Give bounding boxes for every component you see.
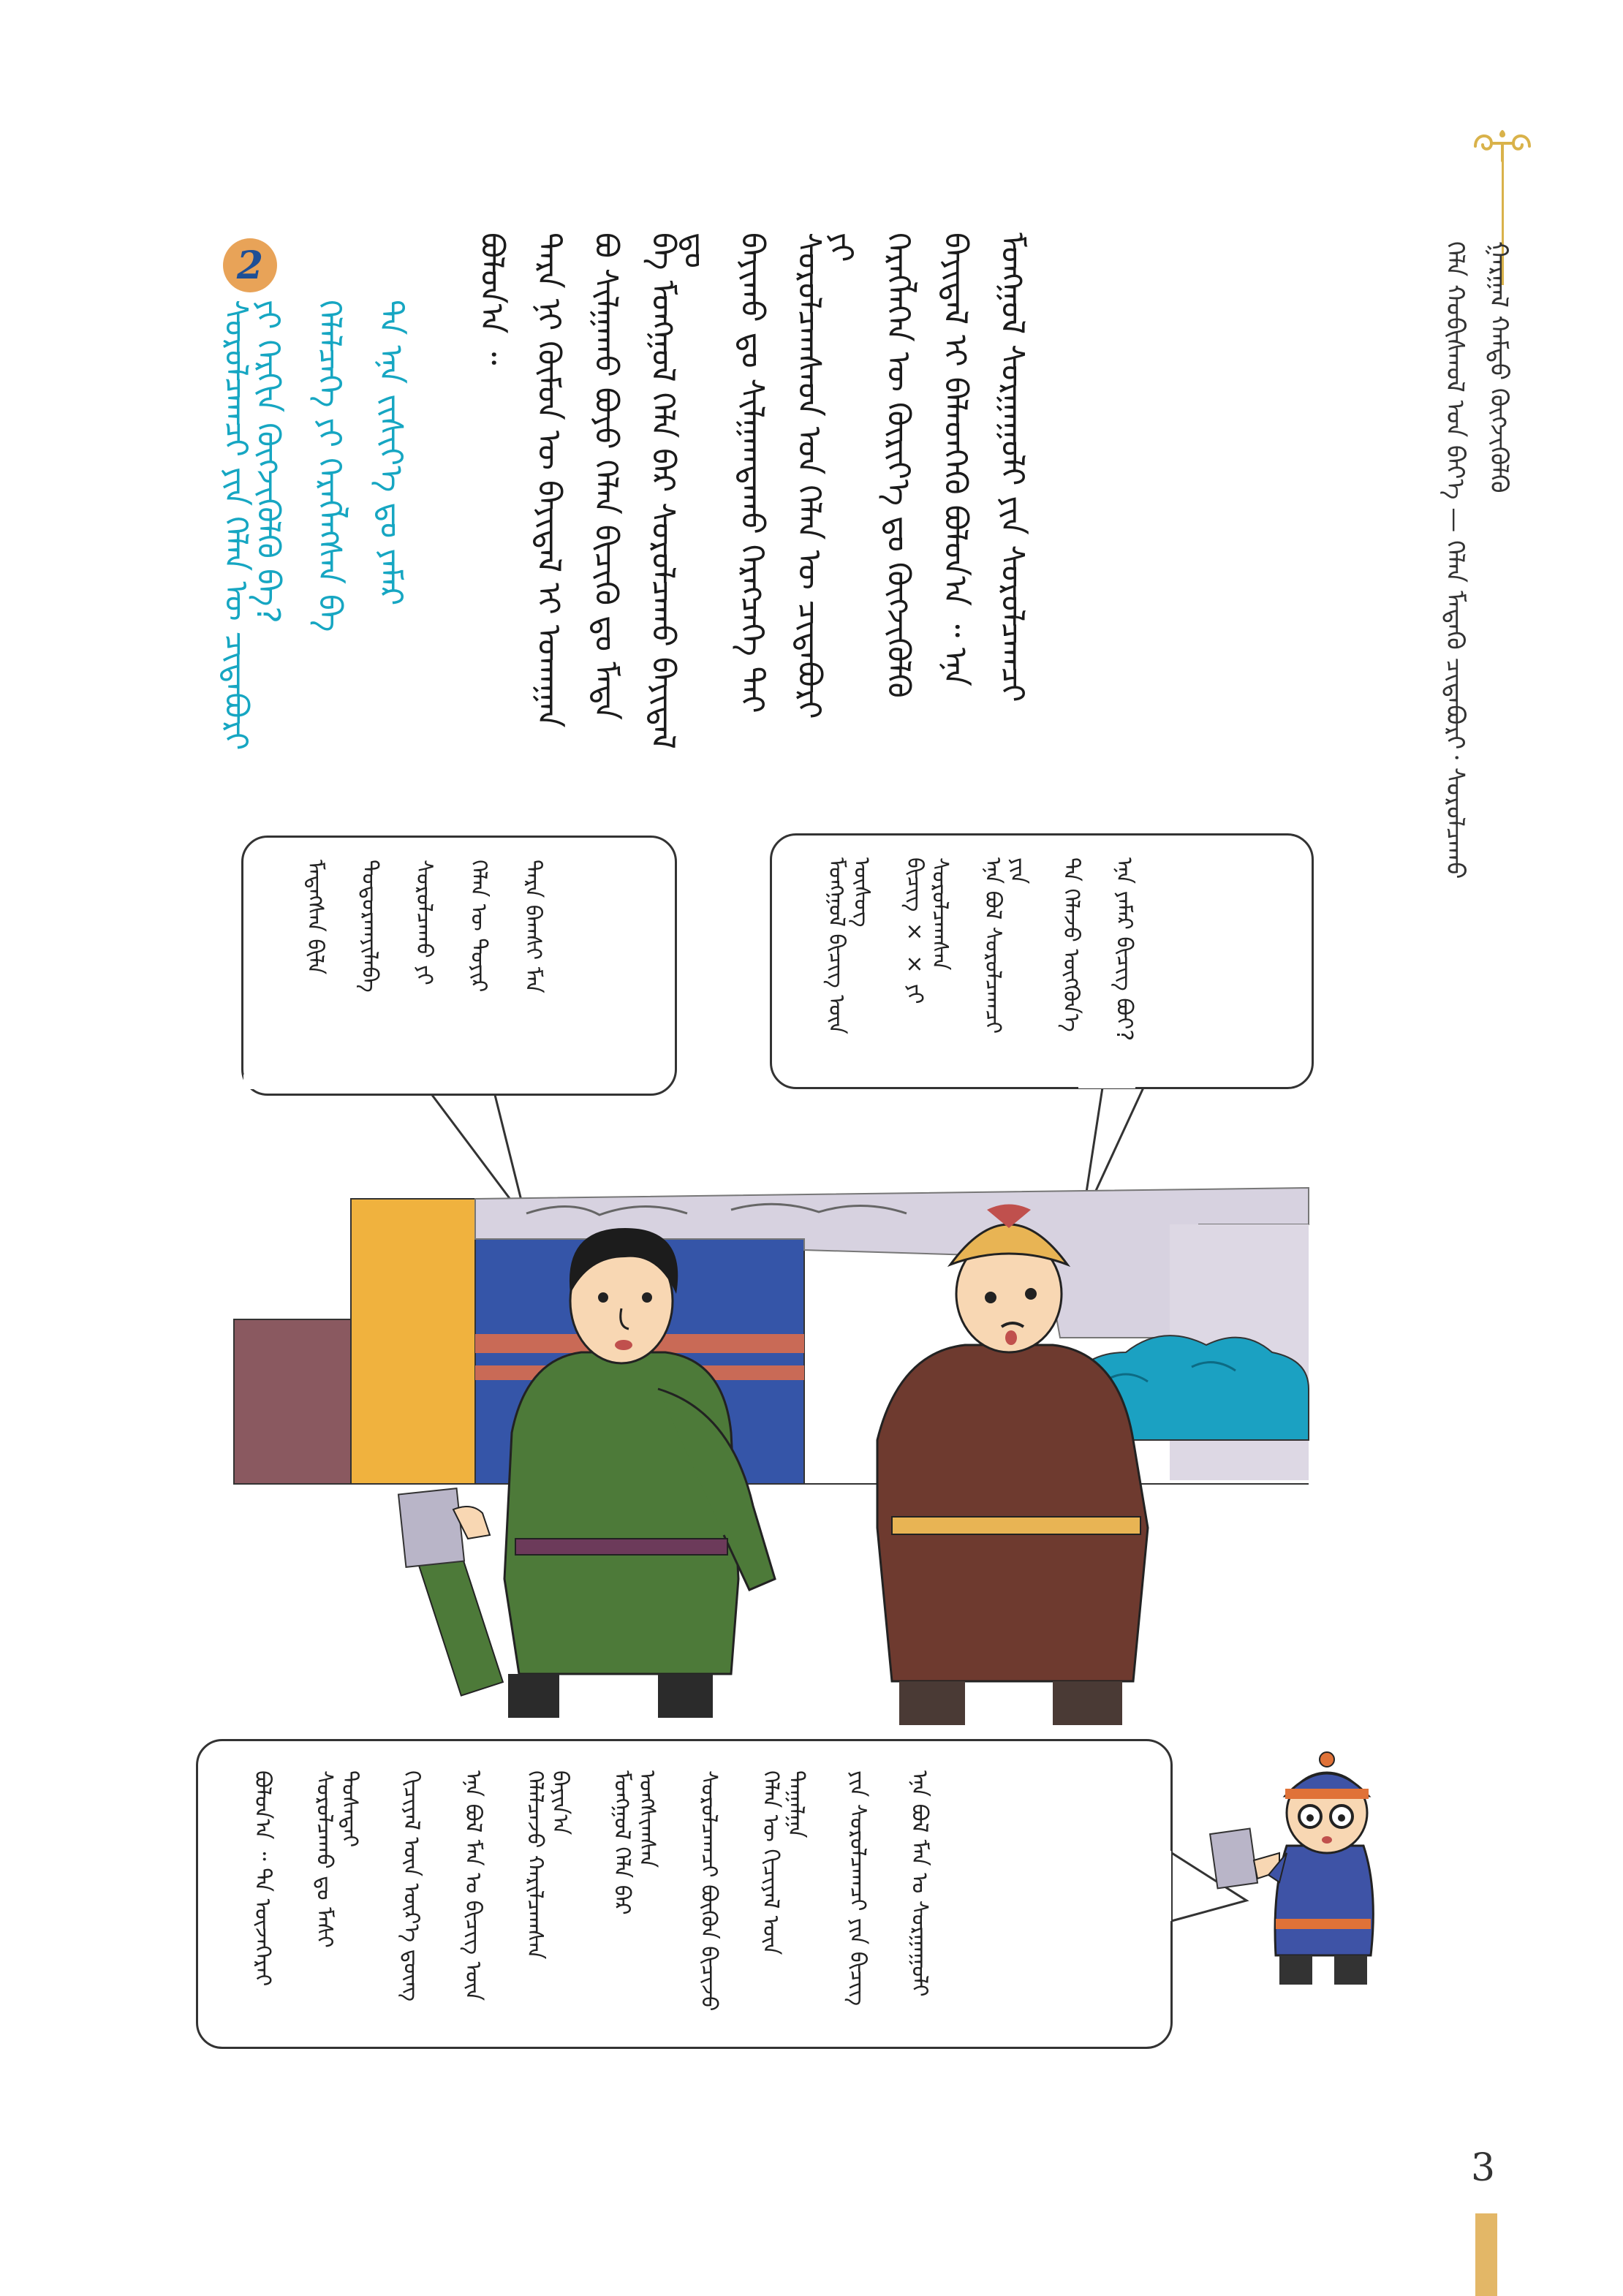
body-column: ᠪᠠᠶᠢᠳᠠᠯ ᠢ ᠪᠡᠯᠡᠳᠬᠡᠬᠦ ᠪᠣᠯᠤᠨ᠎ᠠ ᠃ ᠡᠨᠡ [937,232,974,686]
body-column: ᠮᠣᠩᠭᠣᠯ ᠰᠤᠷᠭᠠᠭᠤᠯᠢ ᠶᠢᠨ ᠰᠤᠷᠤᠯᠴᠠᠭᠴᠢ [994,232,1031,702]
bubble-line: ᠰᠤᠷᠤᠯᠴᠠᠬᠤ ᠶᠢ [411,860,437,985]
bubble-line: ᠰᠤᠷᠤᠯᠴᠠᠬᠤ ᠳᠤ ᠮᠠᠰᠢ ᠲᠤᠰᠠᠲᠠᠢ [311,1770,363,1948]
speech-bubble-right [770,833,1314,1089]
body-column: ᠪᠣᠯᠤᠨ᠎ᠠ ᠃ [473,232,510,365]
bubble-line: ᠮᠡᠳᠡᠭᠰᠡᠨ ᠪᠢᠯᠡ [302,860,328,975]
page-side-tab [1475,2213,1497,2296]
page-number: 3 [1471,2146,1496,2190]
illustration-scene [219,1170,1331,1740]
bubble-line: ᠪᠣᠯᠤᠨ᠎ᠠ ᠃ ᠲᠠ ᠦᠵᠡᠭᠡᠷᠡᠢ [249,1770,276,1987]
question-column: ᠲᠠ ᠡᠨᠡ ᠵᠢᠱᠢᠶ᠎ᠡ ᠳᠤ ᠶᠠᠮᠠᠷ [372,300,409,606]
bubble-line: ᠡᠨᠡ ᠪᠣᠯ ᠰᠤᠷᠤᠯᠴᠠᠭᠴᠢ ᠶᠢᠨ [980,857,1031,1034]
body-column: ᠬᠡᠷᠡᠭᠯᠡᠭᠡᠨ ᠦ ᠬᠦᠷᠢᠶ᠎ᠡ ᠳᠤ ᠬᠥᠭᠵᠢᠭᠦᠯᠬᠦ [879,232,917,698]
speech-bubble-left [241,836,677,1096]
bubble-line: ᠬᠡᠯᠡᠨ ᠦ ᠲᠤᠶᠢᠷ [466,860,491,993]
body-column: ᠪᠡ ᠮᠣᠩᠭᠣᠯ ᠬᠡᠯᠡ ᠪᠡᠷ ᠰᠤᠷᠤᠯᠴᠠᠬᠤ ᠪᠠᠶᠢᠳᠠᠯ ᠳᠤ [644,232,714,749]
bubble-line: ᠶᠢᠨ ᠰᠤᠷᠤᠯᠴᠠᠭᠴᠢ ᠶᠢᠨ ᠪᠢᠴᠢᠭ [844,1770,871,2006]
boy-character [1199,1743,1418,2007]
body-column: ᠪᠠᠶᠢᠬᠤ ᠳᠤ ᠰᠢᠯᠭᠠᠭᠳᠠᠬᠤ ᠬᠡᠷᠡᠭᠴᠡᠭᠡ ᠲᠠᠢ [733,232,771,713]
bubble-line: ᠲᠡᠷᠡ ᠪᠠᠭᠰᠢ ᠮᠠᠨ [520,860,546,993]
body-paragraph [473,232,1031,773]
bubble-line: ᠬᠢᠴᠢᠶᠡᠯ ᠦᠨ ᠦᠷ᠎ᠡ ᠳ᠋ᠦᠩ [398,1770,424,2002]
question-block [219,300,431,768]
bubble-line: ᠰᠤᠷᠤᠯᠴᠠᠭᠴᠢ ᠪᠦᠬᠦᠨ ᠪᠢᠴᠢᠵᠦ [696,1770,722,2012]
bubble-line: ᠮᠣᠩᠭᠣᠯ ᠪᠢᠴᠢᠭ ᠦᠨ ᠦᠰᠦᠭ [823,857,874,1034]
bubble-line: ᠪᠢᠴᠢᠭ × × ᠶᠢ ᠰᠤᠷᠤᠯᠴᠠᠭᠰᠠᠨ [901,857,953,1004]
bubble-line: ᠲᠣᠳᠤᠷᠬᠠᠶᠢᠯᠠᠪᠠ [357,860,382,993]
running-header: ᠬᠡᠯᠡ ᠬᠤᠪᠢᠰᠬᠤᠯ ᠤᠨ ᠪᠡᠶ᠎ᠡ — ᠬᠡᠯᠡᠨ ᠮᠡᠳᠡᠬᠦ ᠴᠢᠳᠠᠪᠤᠷᠢ᠂ ᠰᠤᠷᠤᠯᠴᠠᠬᠤ ᠭᠠᠷᠭᠠᠯ ᠬᠠᠮᠲᠤ ᠬᠥᠭᠵᠢᠭᠦᠯᠬᠦ [1440,241,1513,879]
bubble-line: ᠡᠨᠡ ᠶᠠᠮᠠᠷ ᠪᠢᠴᠢᠭ ᠪᠤᠢ? [1111,857,1137,1042]
question-column: ᠰᠤᠷᠤᠯᠴᠠᠭᠴᠢ ᠶᠢᠨ ᠬᠡᠯᠡᠨ ᠦ ᠴᠢᠳᠠᠪᠤᠷᠢ ᠶᠢ ᠬᠡᠷᠬᠢᠨ ᠬᠥᠭᠵᠢᠭᠦᠯᠬᠦ ᠪᠡ? [217,300,287,751]
question-column: ᠬᠡᠯᠡᠯᠴᠡᠭᠡ ᠶᠢ ᠬᠡᠷᠡᠭᠯᠡᠭᠰᠡᠨ ᠪᠡ [311,300,348,632]
bubble-line: ᠡᠨᠡ ᠪᠣᠯ ᠮᠠᠨ ᠤ ᠪᠢᠴᠢᠭ ᠦᠨ [460,1770,486,2001]
body-column: ᠲᠡᠷᠡ ᠨᠢ ᠬᠦᠮᠦᠨ ᠦ ᠪᠠᠶᠢᠳᠠᠯ ᠢ ᠤᠬᠠᠭᠠᠨ [530,232,567,728]
bubble-line: ᠬᠡᠯᠡᠨ ᠦ ᠬᠢᠴᠢᠶᠡᠯ ᠦᠨ ᠳᠠᠭᠠᠯᠭᠠ [757,1770,809,1955]
bubble-line: ᠡᠨᠡ ᠪᠣᠯ ᠮᠠᠨ ᠤ ᠰᠤᠷᠭᠠᠭᠤᠯᠢ [907,1770,932,1997]
body-column: ᠰᠤᠷᠤᠯᠴᠠᠭᠰᠠᠳ ᠤᠨ ᠬᠡᠯᠡᠨ ᠦ ᠴᠢᠳᠠᠪᠤᠷᠢ ᠶᠢ [790,232,860,719]
bubble-line: ᠲᠠ ᠬᠡᠯᠡᠵᠦ ᠥᠭᠭᠦᠨ᠎ᠡ [1058,857,1084,1032]
bubble-line: ᠮᠣᠩᠭᠣᠯ ᠬᠡᠯᠡ ᠪᠡᠷ ᠤᠩᠰᠢᠭᠰᠠᠨ [609,1770,660,1915]
speech-bubble-bottom [196,1739,1173,2049]
bubble-line: ᠬᠡᠯᠡᠯᠴᠡᠵᠦ ᠬᠠᠷᠢᠯᠴᠠᠭᠰᠠᠨ ᠪᠠᠶᠢᠨ᠎ᠠ [522,1770,573,1960]
question-number-badge: 2 [223,238,277,292]
body-column: ᠪᠣ ᠰᠢᠯᠭᠠᠬᠤ ᠪᠤᠶᠤ ᠬᠡᠯᠡᠨ ᠪᠢᠴᠢᠬᠦ ᠳᠤ ᠮᠡᠳᠡ [587,232,624,721]
